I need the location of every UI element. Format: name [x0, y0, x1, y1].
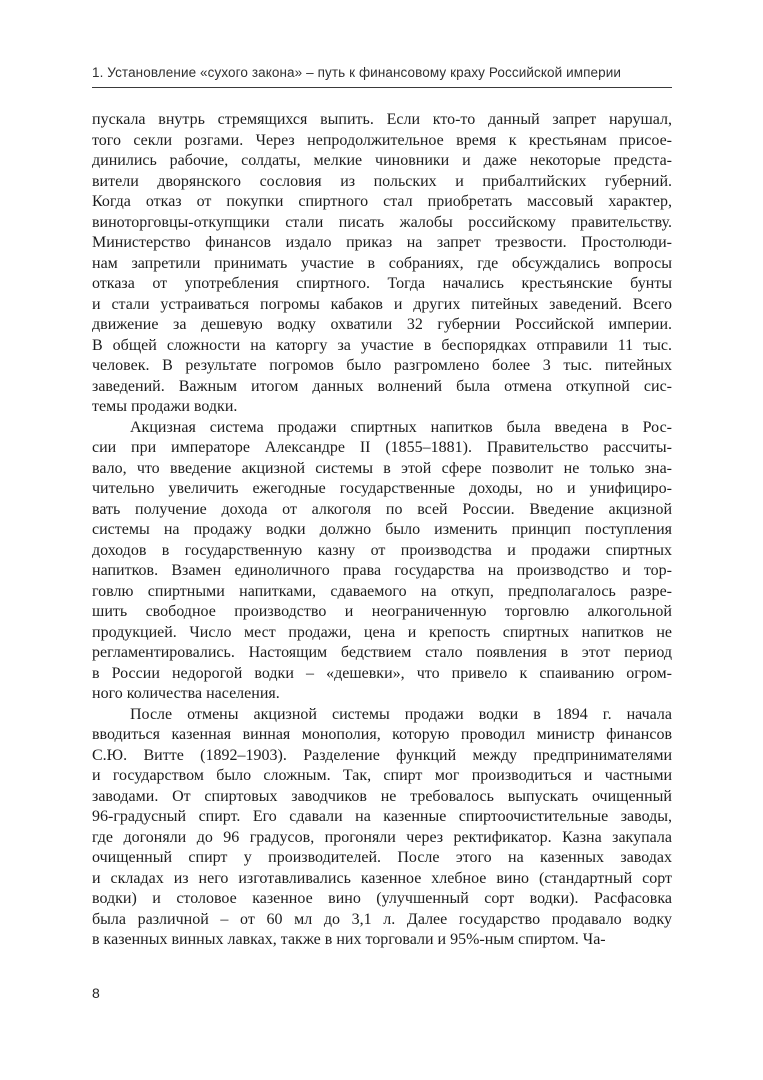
text-line: шить свободное производство и неограниченную торговлю алкогольной — [92, 603, 672, 620]
text-line: 96-градусный спирт. Его сдавали на казенные спиртоочистительные заводы, — [92, 808, 672, 825]
text-line: сии при императоре Александре II (1855–1881). Правительство рассчиты- — [92, 439, 672, 456]
text-line: нам запретили принимать участие в собраниях, где обсуждались вопросы — [92, 254, 672, 272]
text-line: водки) и столовое казенное вино (улучшенный сорт водки). Расфасовка — [92, 890, 672, 907]
text-line: Министерство финансов издало приказ на запрет трезвости. Простолюди- — [92, 234, 672, 251]
text-line: динились рабочие, солдаты, мелкие чиновники и даже некоторые предста- — [92, 152, 672, 169]
text-line: продукцией. Число мест продажи, цена и крепость спиртных напитков не — [92, 623, 672, 641]
text-line: виноторговцы-откупщики стали писать жалобы российскому правительству. — [92, 213, 672, 231]
text-line: того секли розгами. Через непродолжительное время к крестьянам присое- — [92, 131, 672, 149]
text-line: в России недорогой водки – «дешевки», что привело к спаиванию огром- — [92, 664, 672, 682]
text-line: В общей сложности на каторгу за участие в беспорядках отправили 11 тыс. — [92, 336, 672, 354]
text-line: и складах из него изготавливались казенное хлебное вино (стандартный сорт — [92, 869, 672, 887]
text-line: регламентировались. Настоящим бедствием стало появления в этот период — [92, 644, 672, 661]
text-line: чительно увеличить ежегодные государственные доходы, но и унифициро- — [92, 480, 672, 497]
text-line: вало, что введение акцизной системы в этой сфере позволит не только зна- — [92, 459, 672, 477]
text-line: отказа от употребления спиртного. Тогда начались крестьянские бунты — [92, 275, 672, 292]
text-line: в казенных винных лавках, также в них торговали и 95%-ным спиртом. Ча- — [92, 931, 606, 948]
text-line: и стали устраиваться погромы кабаков и других питейных заведений. Всего — [92, 295, 672, 313]
text-line: и государством было сложным. Так, спирт мог производиться и частными — [92, 767, 672, 784]
text-line: очищенный спирт у производителей. После этого на казенных заводах — [92, 849, 672, 866]
text-line: вводиться казенная винная монополия, которую проводил министр финансов — [92, 726, 672, 743]
text-line: где догоняли до 96 градусов, прогоняли через ректификатор. Казна закупала — [92, 828, 672, 846]
text-line: вать получение дохода от алкоголя по всей России. Введение акцизной — [92, 500, 672, 518]
text-line: системы на продажу водки должно было изменить принцип поступления — [92, 521, 672, 538]
text-line: Акцизная система продажи спиртных напитков была введена в Рос- — [130, 418, 672, 436]
header-rule — [92, 87, 672, 88]
body-text — [92, 110, 672, 951]
text-line: заведений. Важным итогом данных волнений была отмена откупной сис- — [92, 377, 672, 395]
text-line: вители дворянского сословия из польских и прибалтийских губерний. — [92, 172, 672, 190]
text-line: человек. В результате погромов было разгромлено более 3 тыс. питейных — [92, 357, 672, 374]
running-header: 1. Установление «сухого закона» – путь к финансовому краху Российской империи — [92, 65, 622, 80]
text-line: После отмены акцизной системы продажи водки в 1894 г. начала — [130, 705, 672, 723]
text-line: пускала внутрь стремящихся выпить. Если кто-то данный запрет нарушал, — [92, 111, 672, 128]
text-line: движение за дешевую водку охватили 32 губернии Российской империи. — [92, 316, 672, 333]
text-line: темы продажи водки. — [92, 398, 238, 415]
text-line: ного количества населения. — [92, 685, 280, 702]
page-number: 8 — [92, 985, 100, 1001]
text-line: напитков. Взамен единоличного права государства на производство и тор- — [92, 562, 672, 579]
text-line: говлю спиртными напитками, сдаваемого на откуп, предполагалось разре- — [92, 582, 672, 600]
text-line: Когда отказ от покупки спиртного стал приобретать массовый характер, — [92, 193, 672, 210]
text-line: заводами. От спиртовых заводчиков не требовалось выпускать очищенный — [92, 787, 672, 805]
text-line: была различной – от 60 мл до 3,1 л. Далее государство продавало водку — [92, 910, 672, 928]
text-line: доходов в государственную казну от производства и продажи спиртных — [92, 541, 672, 559]
text-line: С.Ю. Витте (1892–1903). Разделение функций между предпринимателями — [92, 746, 672, 764]
